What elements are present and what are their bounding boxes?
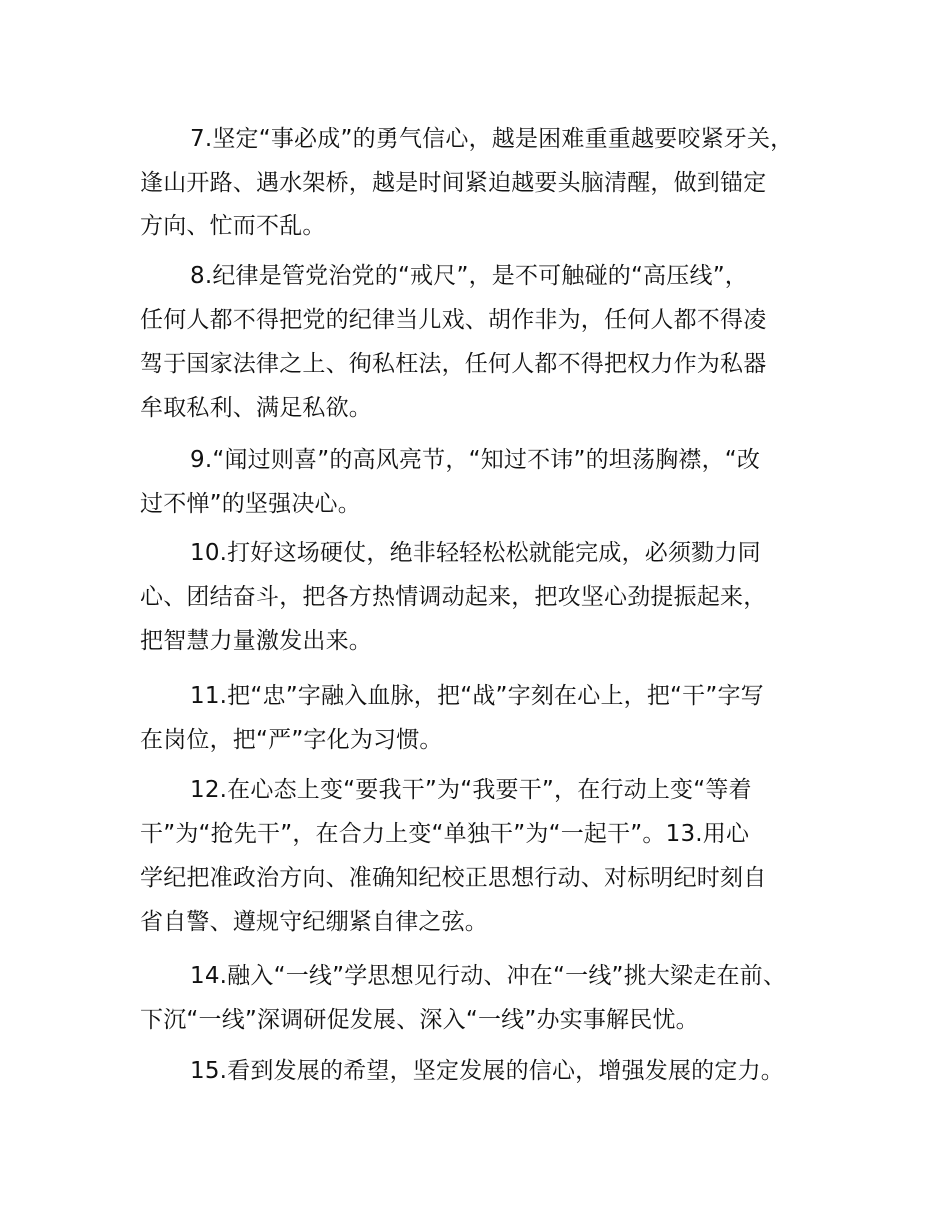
paragraph-line: 10.打好这场硬仗，绝非轻轻松松就能完成，必须勠力同 [190, 540, 761, 566]
paragraph-line: 方向、忙而不乱。 [140, 213, 326, 239]
paragraph-line: 干”为“抢先干”，在合力上变“单独干”为“一起干”。13.用心 [140, 821, 750, 847]
paragraph-line: 过不惮”的坚强决心。 [140, 491, 361, 517]
paragraph-line: 11.把“忠”字融入血脉，把“战”字刻在心上，把“干”字写 [190, 683, 764, 709]
paragraph-line: 14.融入“一线”学思想见行动、冲在“一线”挑大梁走在前、 [190, 963, 787, 989]
paragraph-line: 省自警、遵规守纪绷紧自律之弦。 [140, 909, 488, 935]
paragraph-line: 牟取私利、满足私欲。 [140, 395, 372, 421]
paragraph-line: 8.纪律是管党治党的“戒尺”，是不可触碰的“高压线”， [190, 263, 749, 289]
paragraph-line: 心、团结奋斗，把各方热情调动起来，把攻坚心劲提振起来， [140, 584, 767, 610]
paragraph-line: 在岗位，把“严”字化为习惯。 [140, 727, 443, 753]
paragraph-line: 学纪把准政治方向、准确知纪校正思想行动、对标明纪时刻自 [140, 865, 767, 891]
paragraph-line: 下沉“一线”深调研促发展、深入“一线”办实事解民忧。 [140, 1007, 699, 1033]
paragraph-line: 逢山开路、遇水架桥，越是时间紧迫越要头脑清醒，做到锚定 [140, 170, 767, 196]
paragraph-line: 15.看到发展的希望，坚定发展的信心，增强发展的定力。 [190, 1058, 784, 1084]
paragraph-line: 驾于国家法律之上、徇私枉法，任何人都不得把权力作为私器 [140, 351, 767, 377]
paragraph-line: 12.在心态上变“要我干”为“我要干”，在行动上变“等着 [190, 777, 752, 803]
paragraph-line: 任何人都不得把党的纪律当儿戏、胡作非为，任何人都不得凌 [140, 307, 767, 333]
paragraph-line: 7.坚定“事必成”的勇气信心，越是困难重重越要咬紧牙关， [190, 126, 794, 152]
paragraph-line: 9.“闻过则喜”的高风亮节，“知过不讳”的坦荡胸襟，“改 [190, 447, 761, 473]
paragraph-line: 把智慧力量激发出来。 [140, 628, 372, 654]
